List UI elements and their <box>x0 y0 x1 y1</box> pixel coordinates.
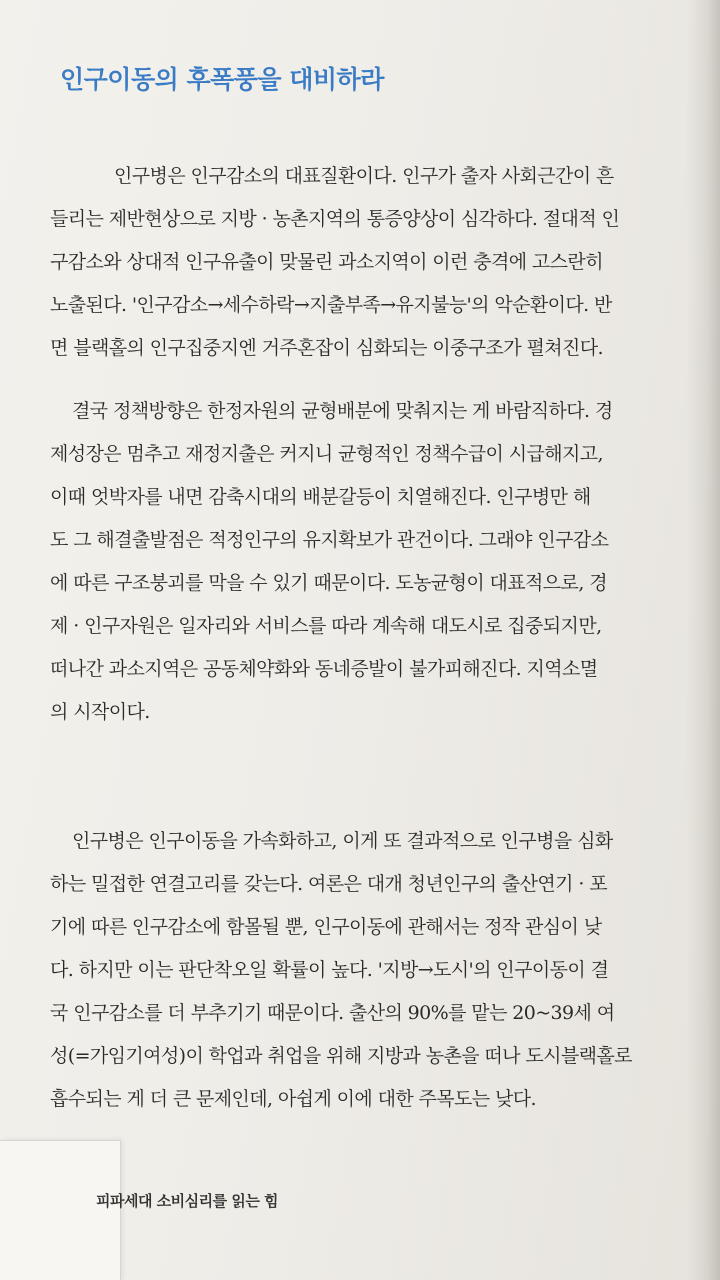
paragraph-line: 기에 따른 인구감소에 함몰될 뿐, 인구이동에 관해서는 정작 관심이 낮 <box>50 916 602 938</box>
running-footer: 피파세대 소비심리를 읽는 힘 <box>96 1192 279 1210</box>
paragraph-line: 에 따른 구조붕괴를 막을 수 있기 때문이다. 도농균형이 대표적으로, 경 <box>50 572 607 594</box>
paragraph-line: 의 시작이다. <box>50 701 150 723</box>
paragraph-line: 이때 엇박자를 내면 감축시대의 배분갈등이 치열해진다. 인구병만 해 <box>50 486 591 508</box>
paragraph-line: 성(=가임기여성)이 학업과 취업을 위해 지방과 농촌을 떠나 도시블랙홀로 <box>50 1045 632 1067</box>
paragraph-2 <box>50 390 690 734</box>
paragraph-line: 들리는 제반현상으로 지방 · 농촌지역의 통증양상이 심각하다. 절대적 인 <box>50 208 620 230</box>
paragraph-line: 면 블랙홀의 인구집중지엔 거주혼잡이 심화되는 이중구조가 펼쳐진다. <box>50 337 603 359</box>
paragraph-line: 흡수되는 게 더 큰 문제인데, 아쉽게 이에 대한 주목도는 낮다. <box>50 1088 536 1110</box>
paragraph-line: 구감소와 상대적 인구유출이 맞물린 과소지역이 이런 충격에 고스란히 <box>50 251 603 273</box>
paragraph-line: 하는 밀접한 연결고리를 갖는다. 여론은 대개 청년인구의 출산연기 · 포 <box>50 873 607 895</box>
paragraph-line: 다. 하지만 이는 판단착오일 확률이 높다. '지방→도시'의 인구이동이 결 <box>50 959 609 981</box>
paragraph-line: 떠나간 과소지역은 공동체약화와 동네증발이 불가피해진다. 지역소멸 <box>50 658 598 680</box>
paragraph-line: 결국 정책방향은 한정자원의 균형배분에 맞춰지는 게 바람직하다. 경 <box>72 400 613 422</box>
paragraph-line: 국 인구감소를 더 부추기기 때문이다. 출산의 90%를 맡는 20~39세 여 <box>50 1002 615 1024</box>
paragraph-line: 제성장은 멈추고 재정지출은 커지니 균형적인 정책수급이 시급해지고, <box>50 443 603 465</box>
paragraph-1 <box>50 155 690 370</box>
paragraph-line: 인구병은 인구이동을 가속화하고, 이게 또 결과적으로 인구병을 심화 <box>72 830 613 852</box>
page-edge-shadow <box>686 0 720 1280</box>
paragraph-line: 도 그 해결출발점은 적정인구의 유지확보가 관건이다. 그래야 인구감소 <box>50 529 609 551</box>
paragraph-3 <box>50 820 690 1121</box>
paragraph-line: 제 · 인구자원은 일자리와 서비스를 따라 계속해 대도시로 집중되지만, <box>50 615 602 637</box>
paragraph-line: 노출된다. '인구감소→세수하락→지출부족→유지불능'의 악순환이다. 반 <box>50 294 612 316</box>
section-title: 인구이동의 후폭풍을 대비하라 <box>60 65 384 94</box>
paragraph-line: 인구병은 인구감소의 대표질환이다. 인구가 출자 사회근간이 흔 <box>114 165 614 187</box>
